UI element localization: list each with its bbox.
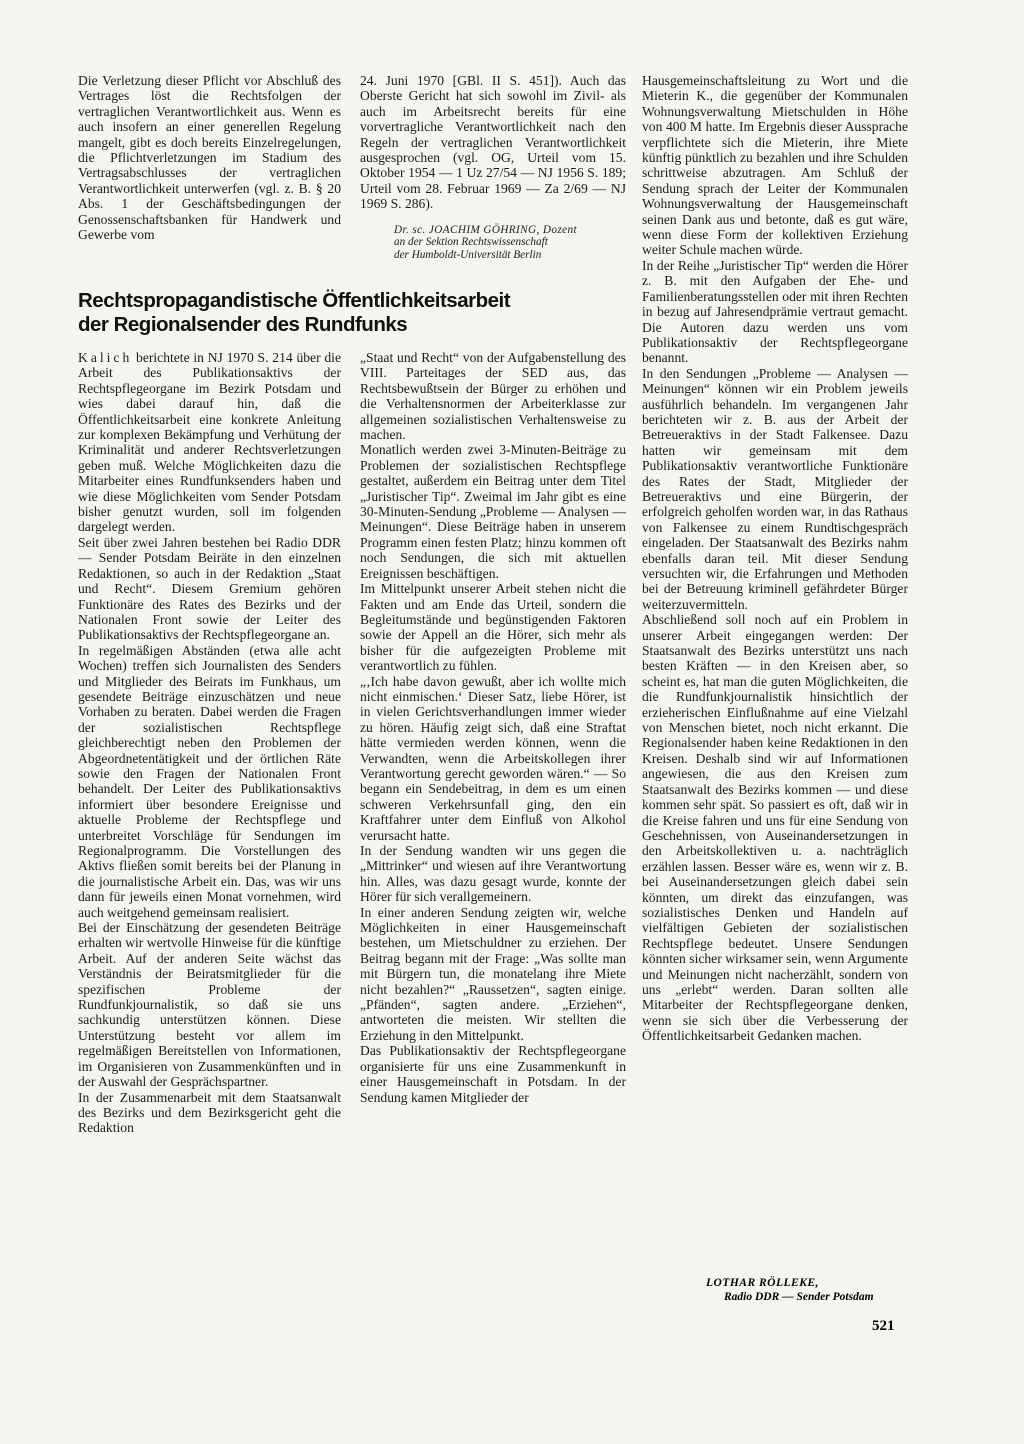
paragraph: Hausgemeinschaftsleitung zu Wort und die Mieterin K., die gegenüber der Kommunalen Wohnungsverwaltung Mietschulden in Höhe von 400 M hatte. Im Ergebnis dieser Aussprache verpflichtete sich die Mieterin, ihre Miete künftig pünktlich zu bezahlen und ihre Schulden schrittweise abzutragen. Am Schluß der Sendung sprach der Leiter der Kommunalen Wohnungsverwaltung der Hausgemeinschaft seinen Dank aus und betonte, daß es gut wäre, wenn diese Form der kollektiven Erziehung weiter Schule machen würde. <box>642 73 908 258</box>
lead-author-name: Kalich <box>78 350 133 365</box>
signature-name: LOTHAR RÖLLEKE, <box>706 1277 819 1289</box>
paragraph: In den Sendungen „Probleme — Analysen — Meinungen“ können wir ein Problem jeweils ausführlich behandeln. Im vergangenen Jahr berichteten wir z. B. aus der Arbeit der Betreueraktivs in der Stadt Falkensee. Dazu hatten wir gemeinsam mit dem Publikationsaktiv verantwortliche Funktionäre des Rates der Stadt, Mitglieder der Betreueraktivs und eine Bürgerin, der erfolgreich geholfen worden war, in das Rathaus von Falkensee zu einem Rundtischgespräch eingeladen. Der Staatsanwalt des Bezirks nahm ebenfalls daran teil. Mit dieser Sendung versuchten wir, die Erfahrungen und Methoden bei der Betreuung kriminell gefährdeter Bürger weiterzuvermitteln. <box>642 365 908 612</box>
first-article-author <box>360 224 626 262</box>
paragraph: In der Sendung wandten wir uns gegen die „Mittrinker“ und wiesen auf ihre Verantwortung hin. Alles, was dazu gesagt wurde, konnte der Hörer für sich verallgemeinern. <box>360 843 626 905</box>
article-column-3 <box>642 73 908 1044</box>
article-continuation-col1 <box>78 73 341 242</box>
article-headline <box>78 289 638 337</box>
paragraph: Die Verletzung dieser Pflicht vor Abschluß des Vertrages löst die Rechtsfolgen der vertraglichen Verantwortlichkeit aus. Wenn es auch insofern an einer generellen Regelung mangelt, gibt es doch bereits Einzelregelungen, die Pflichtverletzungen im Stadium des Vertragsabschlusses der vertraglichen Verantwortlichkeit unterwerfen (vgl. z. B. § 20 Abs. 1 der Geschäftsbedingungen der Genossenschaftsbanken für Handwerk und Gewerbe vom <box>78 73 341 243</box>
paragraph: In einer anderen Sendung zeigten wir, welche Möglichkeiten in einer Hausgemeinschaft bestehen, um Mietschuldner zu erziehen. Der Beitrag begann mit der Frage: „Was sollte man mit Bürgern tun, die monatelang ihre Miete nicht bezahlen?“ „Raussetzen“, sagten einige. „Pfänden“, sagten andere. „Erziehen“, antworteten die meisten. Wir stellten die Erziehung in den Mittelpunkt. <box>360 904 626 1043</box>
article-signature <box>642 1276 908 1304</box>
paragraph: Bei der Einschätzung der gesendeten Beiträge erhalten wir wertvolle Hinweise für die künftige Arbeit. Auf der anderen Seite wächst das Verständnis der Beiratsmitglieder für die spezifischen Probleme der Rundfunkjournalistik, so daß sie uns sachkundig unterstützen können. Diese Unterstützung besteht vor allem im regelmäßigen Bereitstellen von Informationen, im Organisieren von Zusammenkünften und in der Auswahl der Gesprächspartner. <box>78 920 341 1090</box>
page-number: 521 <box>872 1318 895 1334</box>
paragraph: Seit über zwei Jahren bestehen bei Radio DDR — Sender Potsdam Beiräte in den einzelnen Redaktionen, so auch in der Redaktion „Staat und Recht“. Diesem Gremium gehören Funktionäre des Rates des Bezirks und der Nationalen Front sowie der Leiter des Publikationsaktivs der Rechtspflegeorgane an. <box>78 534 341 643</box>
signature-affiliation: Radio DDR — Sender Potsdam <box>724 1291 874 1303</box>
paragraph: „Staat und Recht“ von der Aufgabenstellung des VIII. Parteitages der SED aus, das Rechtsbewußtsein der Bürger zu erhöhen und die Verhaltensnormen der Arbeiterklasse zur allgemeinen sozialistischen Verhaltensweise zu machen. <box>360 350 626 443</box>
paragraph: In regelmäßigen Abständen (etwa alle acht Wochen) treffen sich Journalisten des Senders und Mitglieder des Beirats im Funkhaus, um gesendete Beiträge einzuschätzen und neue Vorhaben zu beraten. Dabei werden die Fragen der sozialistischen Rechtspflege gleichberechtigt neben den Problemen der Abgeordnetentätigkeit und der örtlichen Räte sowie den Fragen der Nationalen Front behandelt. Der Leiter des Publikationsaktivs informiert über besondere Ereignisse und aktuelle Probleme der Rechtspflege und unterbreitet Vorschläge für Sendungen im Regionalprogramm. Die Vorstellungen des Aktivs fließen somit bereits bei der Planung in die journalistische Arbeit ein. Das, was wir uns dann für jeweils einen Monat vornehmen, wird auch weitgehend gemeinsam realisiert. <box>78 642 341 920</box>
author-affiliation-line: an der Sektion Rechtswissenschaft <box>394 236 548 249</box>
paragraph-text: berichtete in NJ 1970 S. 214 über die Arbeit des Publikationsaktivs der Rechtspflegeorgane im Bezirk Potsdam und wies dabei darauf hin, daß die Öffentlichkeitsarbeit eine konkrete Anleitung zur komplexen Bekämpfung und Verhütung der Kriminalität und anderer Rechtsverletzungen geben muß. Welche Möglichkeiten dazu die Mitarbeiter eines Rundfunksenders haben und wie diese Möglichkeiten vom Sender Potsdam bisher genutzt wurden, soll im folgenden dargelegt werden. <box>78 350 341 535</box>
article-column-2 <box>360 350 626 1105</box>
paragraph: „‚Ich habe davon gewußt, aber ich wollte mich nicht einmischen.‘ Dieser Satz, liebe Hörer, ist in vielen Gerichtsverhandlungen immer wieder zu hören. Häufig zeigt sich, daß eine Straftat hätte vermieden werden können, wenn die Verwandten, wenn die Arbeitskollegen ihrer Verantwortung gerecht geworden wären.“ — So begann ein Sendebeitrag, in dem es um einen schweren Verkehrsunfall ging, den ein Kraftfahrer unter dem Einfluß von Alkohol verursacht hatte. <box>360 673 626 843</box>
article-continuation-col2 <box>360 73 626 261</box>
paragraph: Abschließend soll noch auf ein Problem in unserer Arbeit eingegangen werden: Der Staatsanwalt des Bezirks unterstützt uns nach besten Kräften — in den Kreisen aber, so scheint es, hat man die guten Möglichkeiten, die die Rundfunkjournalistik hinsichtlich der erzieherischen Einflußnahme auf eine Vielzahl von Menschen bietet, noch nicht erkannt. Die Regionalsender haben keine Redaktionen in den Kreisen. Deshalb sind wir auf Informationen angewiesen, die aus den Kreisen zum Staatsanwalt des Bezirks kommen — und diese kommen sehr spät. So passiert es oft, daß wir in die Kreise fahren und uns für eine Sendung von Geschehnissen, von Auseinandersetzungen in den Arbeitskollektiven u. a. nachträglich erzählen lassen. Besser wäre es, wenn wir z. B. bei Auseinandersetzungen gleich dabei sein könnten, um direkt das einzufangen, was sozialistisches Denken und Handeln auf vielfältigen Gebieten der sozialistischen Rechtspflege bedeutet. Unsere Sendungen könnten sicher wirksamer sein, wenn Argumente und Meinungen nicht nacherzählt, sondern von uns „erlebt“ werden. Daran sollten alle Mitarbeiter der Rechtspflegeorgane denken, wenn sie sich über die Verbesserung der Öffentlichkeitsarbeit Gedanken machen. <box>642 612 908 1044</box>
headline-line: der Regionalsender des Rundfunks <box>78 313 408 336</box>
paragraph: In der Reihe „Juristischer Tip“ werden die Hörer z. B. mit den Aufgaben der Ehe- und Familienberatungsstellen oder mit ihren Rechten in bezug auf Jahresendprämie vertraut gemacht. Die Autoren dazu werden uns vom Publikationsaktiv der Rechtspflegeorgane benannt. <box>642 257 908 366</box>
paragraph: Monatlich werden zwei 3-Minuten-Beiträge zu Problemen der sozialistischen Rechtspflege gestaltet, außerdem ein Beitrag unter dem Titel „Juristischer Tip“. Zweimal im Jahr gibt es eine 30-Minuten-Sendung „Probleme — Analysen — Meinungen“. Diese Beiträge haben in unserem Programm einen festen Platz; hinzu kommen oft noch Sendungen, die sich mit aktuellen Ereignissen beschäftigen. <box>360 442 626 581</box>
paragraph <box>78 350 341 535</box>
paragraph: Das Publikationsaktiv der Rechtspflegeorgane organisierte für uns eine Zusammenkunft in einer Hausgemeinschaft in Potsdam. In der Sendung kamen Mitglieder der <box>360 1043 626 1105</box>
paragraph: In der Zusammenarbeit mit dem Staatsanwalt des Bezirks und dem Bezirksgericht geht die Redaktion <box>78 1089 341 1136</box>
headline-line: Rechtspropagandistische Öffentlichkeitsarbeit <box>78 289 511 312</box>
paragraph: Im Mittelpunkt unserer Arbeit stehen nicht die Fakten und am Ende das Urteil, sondern die Begleitumstände und begünstigenden Faktoren sowie der Appell an die Hörer, sich mehr als bisher für die aufgezeigten Probleme mit verantwortlich zu fühlen. <box>360 581 626 674</box>
article-column-1 <box>78 350 341 1136</box>
paragraph: 24. Juni 1970 [GBl. II S. 451]). Auch das Oberste Gericht hat sich sowohl im Zivil- als auch im Arbeitsrecht bereits für eine vorvertragliche Verantwortlichkeit nach den Regeln der vertraglichen Verantwortlichkeit ausgesprochen (vgl. OG, Urteil vom 15. Oktober 1954 — 1 Uz 27/54 — NJ 1956 S. 189; Urteil vom 28. Februar 1969 — Za 2/69 — NJ 1969 S. 286). <box>360 73 626 212</box>
author-name: Dr. sc. JOACHIM GÖHRING, Dozent <box>394 223 577 236</box>
author-affiliation-line: der Humboldt-Universität Berlin <box>394 248 542 261</box>
